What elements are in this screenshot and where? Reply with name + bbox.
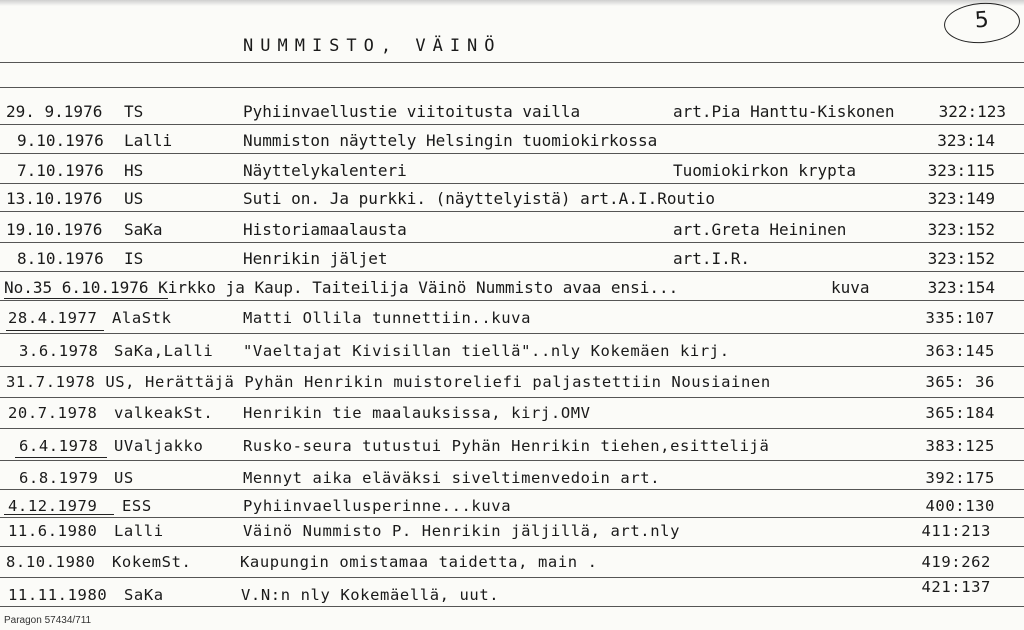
entry-reference: 323:154 — [927, 278, 995, 297]
entry-title: Näyttelykalenteri — [243, 161, 407, 180]
entry-row — [0, 161, 1024, 191]
entry-title: Pyhiinvaellustie viitoitusta vailla — [243, 102, 581, 121]
row-rule — [0, 124, 1024, 125]
entry-row — [0, 437, 1024, 467]
entry-title: Nummiston näyttely Helsingin tuomiokirkossa — [243, 131, 658, 150]
row-rule — [0, 366, 1024, 367]
entry-title: Suti on. Ja purkki. (näyttelyistä) art.A.I.Routio — [243, 189, 716, 208]
entry-source: SaKa — [124, 220, 163, 239]
entry-date: 6.4.1978 — [19, 437, 99, 455]
entry-row — [0, 309, 1024, 339]
entry-row — [0, 278, 1024, 308]
entry-source: US — [114, 469, 134, 487]
entry-row — [0, 249, 1024, 279]
entry-reference: 421:137 — [921, 578, 991, 596]
entry-title: "Vaeltajat Kivisillan tiellä"..nly Kokemäen kirj. — [243, 342, 730, 360]
entry-reference: 323:152 — [927, 220, 995, 239]
entry-row — [0, 220, 1024, 250]
entry-source: SaKa,Lalli — [114, 342, 214, 360]
entry-author: art.I.R. — [673, 249, 751, 268]
entry-date: 13.10.1976 — [6, 189, 103, 208]
header-rule-top — [0, 62, 1024, 63]
entry-date: 7.10.1976 — [17, 161, 104, 180]
entry-title: Rusko-seura tutustui Pyhän Henrikin tiehen,esittelijä — [243, 437, 770, 455]
entry-reference: 335:107 — [925, 309, 995, 327]
card-top-edge — [0, 0, 1024, 6]
entry-date: 4.12.1979 — [8, 497, 98, 515]
row-rule — [0, 271, 1024, 272]
entry-date: 11.11.1980 — [8, 586, 108, 604]
entry-row — [0, 189, 1024, 219]
entry-title: Henrikin jäljet — [243, 249, 388, 268]
entry-source: ESS — [122, 497, 152, 515]
row-rule — [0, 546, 1024, 547]
entry-row — [0, 553, 1024, 583]
row-rule — [0, 333, 1024, 334]
entry-reference: 363:145 — [925, 342, 995, 360]
entry-source: TS — [124, 102, 144, 121]
row-rule — [0, 183, 1024, 184]
entry-row — [0, 404, 1024, 434]
entry-date: 8.10.1976 — [17, 249, 104, 268]
entry-reference: 365:184 — [925, 404, 995, 422]
entry-source: IS — [124, 249, 144, 268]
entry-date: 3.6.1978 — [19, 342, 99, 360]
entry-row — [0, 131, 1024, 161]
row-rule — [0, 397, 1024, 398]
row-rule — [0, 428, 1024, 429]
entry-date: 20.7.1978 — [8, 404, 98, 422]
entry-source: AlaStk — [112, 309, 172, 327]
entry-reference: 323:152 — [927, 249, 995, 268]
entry-reference: 383:125 — [925, 437, 995, 455]
entry-title: Mennyt aika eläväksi siveltimenvedoin art. — [243, 469, 661, 487]
entry-date: 9.10.1976 — [17, 131, 104, 150]
entry-row — [0, 342, 1024, 372]
entry-full-text: No.35 6.10.1976 Kirkko ja Kaup. Taiteilija Väinö Nummisto avaa ensi... — [4, 278, 679, 297]
entry-author: art.Pia Hanttu-Kiskonen — [673, 102, 895, 121]
row-rule — [0, 211, 1024, 212]
entry-reference: 400:130 — [925, 497, 995, 515]
entry-date: 19.10.1976 — [6, 220, 103, 239]
row-rule — [0, 606, 1024, 607]
entry-reference: 323:149 — [927, 189, 995, 208]
entry-title: Matti Ollila tunnettiin..kuva — [243, 309, 532, 327]
entry-source: Lalli — [124, 131, 173, 150]
entry-row — [0, 522, 1024, 552]
entry-source: UValjakko — [114, 437, 204, 455]
row-rule — [0, 517, 1024, 518]
entry-source: US — [124, 189, 144, 208]
row-rule — [0, 300, 1024, 301]
entry-title: Väinö Nummisto P. Henrikin jäljillä, art.nly — [243, 522, 680, 540]
entry-source: KokemSt. — [112, 553, 192, 571]
entry-reference: 411:213 — [921, 522, 991, 540]
entry-title: Historiamaalausta — [243, 220, 407, 239]
entry-full-text: 31.7.1978 US, Herättäjä Pyhän Henrikin muistoreliefi paljastettiin Nousiainen — [6, 373, 771, 391]
row-rule — [0, 460, 1024, 461]
entry-reference: 322:123 — [938, 102, 1006, 121]
header-rule-bottom — [0, 87, 1024, 88]
entry-title: Kaupungin omistamaa taidetta, main . — [240, 553, 598, 571]
entry-reference: 323:115 — [927, 161, 995, 180]
entry-note: Tuomiokirkon krypta — [673, 161, 857, 180]
page-number-circle — [943, 0, 1022, 45]
entry-date: 28.4.1977 — [8, 309, 98, 327]
entry-row — [0, 102, 1024, 132]
entry-date: 29. 9.1976 — [6, 102, 103, 121]
row-rule — [0, 242, 1024, 243]
entry-reference: 323:14 — [937, 131, 995, 150]
entry-row — [0, 469, 1024, 499]
handwritten-underline — [4, 514, 114, 515]
entry-row — [0, 578, 1024, 616]
entry-source: Lalli — [114, 522, 164, 540]
entry-note: kuva — [831, 278, 870, 297]
entry-reference: 365: 36 — [925, 373, 995, 391]
handwritten-underline — [6, 330, 104, 331]
entry-source: SaKa — [124, 586, 164, 604]
card-title: NUMMISTO, VÄINÖ — [243, 36, 502, 56]
entry-source: valkeakSt. — [114, 404, 214, 422]
entry-date: 11.6.1980 — [8, 522, 98, 540]
entry-reference: 419:262 — [921, 553, 991, 571]
entry-author: art.Greta Heininen — [673, 220, 847, 239]
page-number: 5 — [973, 7, 990, 34]
print-mark: Paragon 57434/711 — [4, 615, 92, 626]
handwritten-underline — [15, 457, 107, 458]
handwritten-underline — [4, 298, 168, 299]
entry-source: HS — [124, 161, 144, 180]
entry-date: 6.8.1979 — [19, 469, 99, 487]
row-rule — [0, 577, 1024, 578]
entry-title: Pyhiinvaellusperinne...kuva — [243, 497, 512, 515]
row-rule — [0, 153, 1024, 154]
entry-title: V.N:n nly Kokemäellä, uut. — [241, 586, 500, 604]
row-rule — [0, 489, 1024, 490]
entry-title: Henrikin tie maalauksissa, kirj.OMV — [243, 404, 591, 422]
entry-row — [0, 373, 1024, 403]
entry-reference: 392:175 — [925, 469, 995, 487]
entry-date: 8.10.1980 — [6, 553, 96, 571]
